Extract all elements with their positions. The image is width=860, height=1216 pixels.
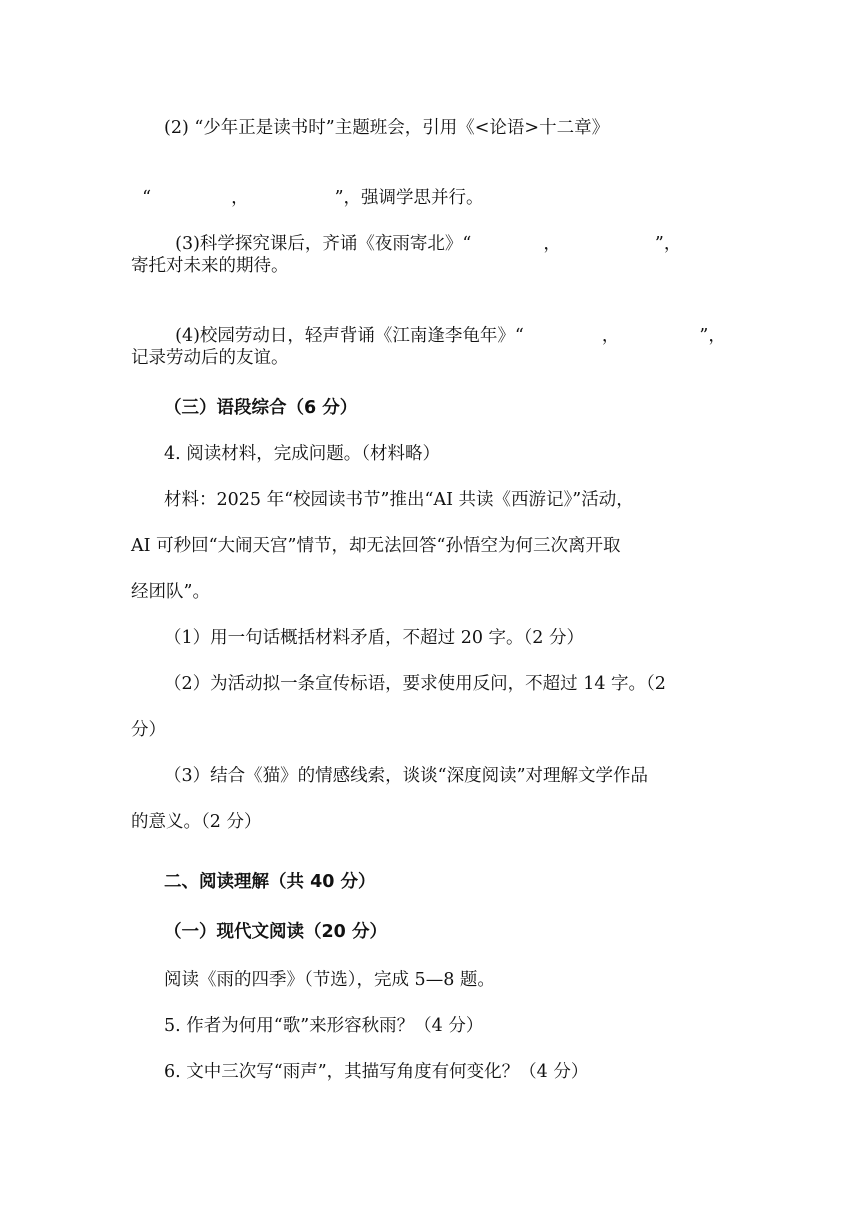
q4-fill-tail: ”，	[699, 326, 726, 346]
sub-question-3-line-2: 的意义。（2 分）	[131, 812, 262, 832]
q2-line-2	[131, 162, 484, 210]
material-line-2: AI 可秒回“大闹天宫”情节，却无法回答“孙悟空为何三次离开取	[131, 536, 621, 556]
q4-intro: 4. 阅读材料，完成问题。（材料略）	[164, 444, 441, 464]
q2-open-quote: “	[142, 188, 152, 208]
q2-tail: ”，强调学思并行。	[334, 188, 484, 208]
q3-comma: ，	[543, 234, 561, 254]
q2-comma: ，	[231, 188, 249, 208]
q4-fill-head: (4)校园劳动日，轻声背诵《江南逢李龟年》“	[175, 326, 524, 346]
q4-fill-line-2: 记录劳动后的友谊。	[131, 348, 289, 368]
material-line-1: 材料：2025 年“校园读书节”推出“AI 共读《西游记》”活动，	[164, 490, 634, 510]
material-line-3: 经团队”。	[131, 582, 210, 602]
q4-fill-comma: ，	[601, 326, 620, 346]
part2-heading: 二、阅读理解（共 40 分）	[164, 872, 376, 892]
q3-tail: ”，	[654, 234, 682, 254]
sub-question-1: （1）用一句话概括材料矛盾，不超过 20 字。（2 分）	[164, 628, 584, 648]
q4-fill-line-1	[164, 300, 726, 348]
question-5: 5. 作者为何用“歌”来形容秋雨？（4 分）	[164, 1016, 484, 1036]
sub-question-3-line-1: （3）结合《猫》的情感线索，谈谈“深度阅读”对理解文学作品	[164, 766, 649, 786]
q3-head: (3)科学探究课后，齐诵《夜雨寄北》“	[175, 234, 472, 254]
q2-line-1: (2) “少年正是读书时”主题班会，引用《<论语>十二章》	[164, 118, 610, 138]
question-6: 6. 文中三次写“雨声”，其描写角度有何变化？（4 分）	[164, 1062, 589, 1082]
modern-reading-heading: （一）现代文阅读（20 分）	[164, 922, 387, 942]
section3-heading: （三）语段综合（6 分）	[164, 398, 358, 418]
sub-question-2-line-2: 分）	[131, 720, 166, 740]
reading-intro: 阅读《雨的四季》（节选），完成 5—8 题。	[164, 970, 495, 990]
sub-question-2-line-1: （2）为活动拟一条宣传标语，要求使用反问，不超过 14 字。（2	[164, 674, 666, 694]
q3-line-1	[164, 208, 681, 256]
q3-line-2: 寄托对未来的期待。	[131, 256, 289, 276]
